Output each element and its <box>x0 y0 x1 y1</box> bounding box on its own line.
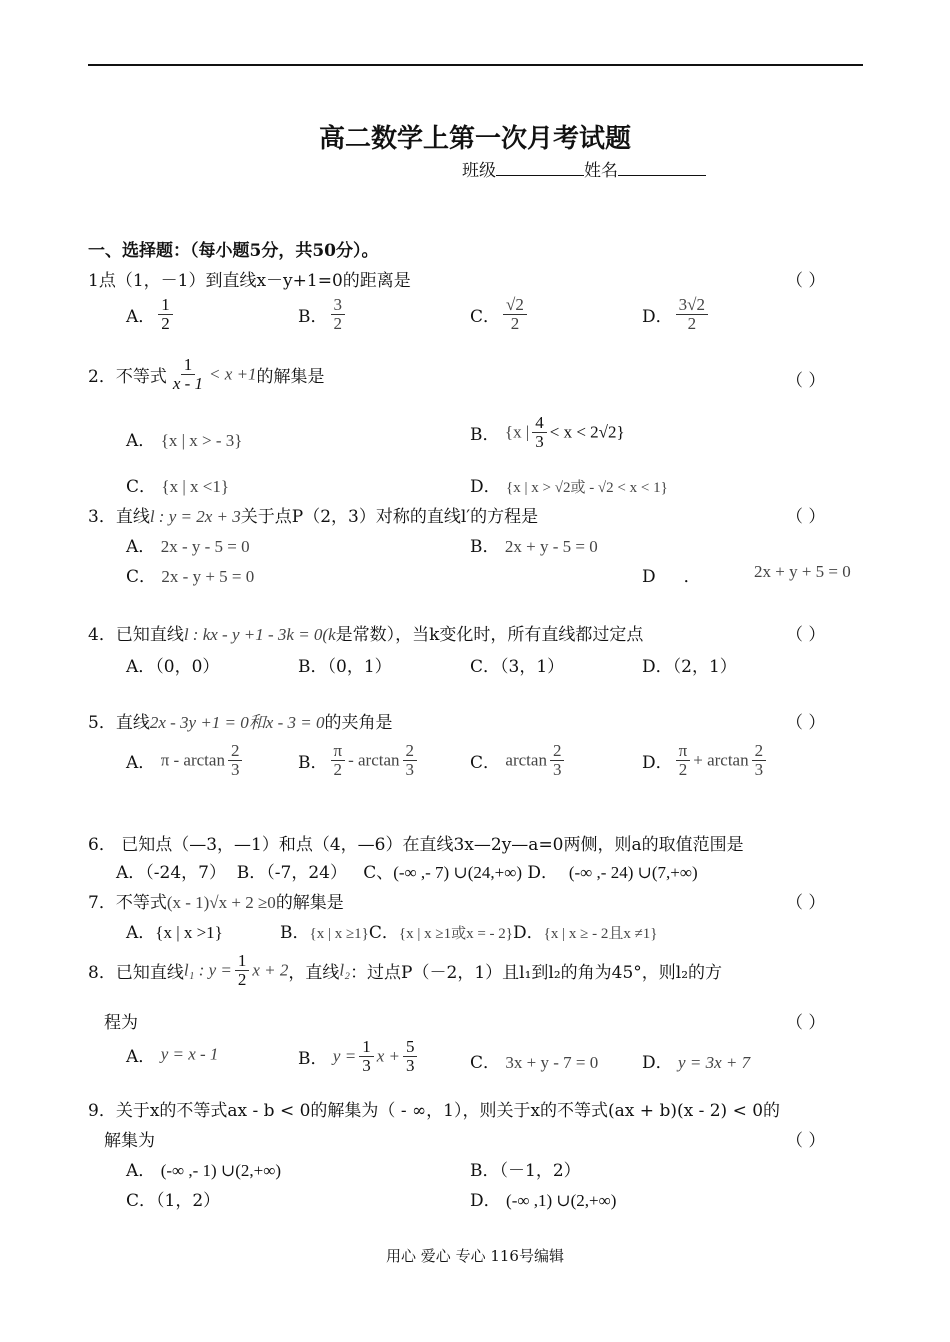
q6-option-a: A．（-24，7） <box>116 863 226 883</box>
q2-option-c: C． {x | x <1} <box>126 477 229 497</box>
q8-answer-paren: （ ） <box>786 1013 826 1033</box>
q8-stem-line2: 程为 <box>104 1013 138 1033</box>
q8-option-b: B． y = $\frac{1}{3}$ x + $\frac{5}{3}$ <box>298 1038 420 1075</box>
top-rule <box>88 64 863 66</box>
q1-answer-paren: （ ） <box>786 271 826 291</box>
class-blank[interactable] <box>496 161 584 176</box>
q9-stem-line2: 解集为 <box>104 1131 155 1151</box>
q2-answer-paren: （ ） <box>786 371 826 391</box>
q4-option-c: C．（3，1） <box>470 657 565 677</box>
q6-options: A．（-24，7） B．（-7，24） C、(-∞ ,- 7) ∪(24,+∞) D． (-∞ ,- 24) ∪(7,+∞) <box>116 863 698 883</box>
q5-option-a: A． π - arctan $\frac{2}{3}$ <box>126 742 245 779</box>
q4-option-b: B．（0，1） <box>298 657 392 677</box>
q7-stem: 7．不等式(x - 1)√x + 2 ≥0的解集是 <box>88 893 344 913</box>
q3-option-b: B． 2x + y - 5 = 0 <box>470 537 598 557</box>
q9-answer-paren: （ ） <box>786 1131 826 1151</box>
q9-stem: 9．关于x的不等式ax - b < 0的解集为（ - ∞，1），则关于x的不等式(ax + b)(x - 2) < 0的 <box>88 1101 781 1121</box>
q6-option-c: (-∞ ,- 7) ∪(24,+∞) <box>393 863 522 882</box>
q7-option-a: A．{x | x >1} <box>126 923 223 943</box>
q2-option-d: D． {x | x > √2或 - √2 < x < 1} <box>470 477 668 497</box>
q4-option-d: D．（2，1） <box>642 657 737 677</box>
q4-stem: 4．已知直线l : kx - y +1 - 3k = 0(k是常数），当k变化时，所有直线都过定点 <box>88 625 644 645</box>
q7-answer-paren: （ ） <box>786 893 826 913</box>
q6-option-d: (-∞ ,- 24) ∪(7,+∞) <box>568 863 698 882</box>
q9-option-d: D． (-∞ ,1) ∪(2,+∞) <box>470 1191 617 1211</box>
q5-option-b: B． $\frac{\pi}{2}$ - arctan $\frac{2}{3}$ <box>298 742 420 779</box>
q3-option-d-label: D ． <box>642 567 701 587</box>
q2-option-b: B． {x | $\frac{4}{3}$ < x < 2√2} <box>470 413 625 451</box>
q8-option-c: C． 3x + y - 7 = 0 <box>470 1053 599 1073</box>
q8-option-d: D． y = 3x + 7 <box>642 1053 751 1073</box>
q9-option-a: A． (-∞ ,- 1) ∪(2,+∞) <box>126 1161 281 1181</box>
q7-options-bcd: B．{x | x ≥1}C．{x | x ≥1或x = - 2}D．{x | x ≥ - 2且x ≠1} <box>280 923 658 943</box>
section-heading: 一、选择题：（每小题5分，共50分）。 <box>88 241 379 261</box>
q9-option-b: B．（－1，2） <box>470 1161 581 1181</box>
name-label: 姓名 <box>584 161 618 181</box>
q5-stem: 5．直线2x - 3y +1 = 0和x - 3 = 0的夹角是 <box>88 713 393 733</box>
q1-stem: 1点（1，－1）到直线x－y+1=0的距离是 <box>88 271 411 291</box>
q3-option-c: C． 2x - y + 5 = 0 <box>126 567 255 587</box>
class-label: 班级 <box>462 161 496 181</box>
name-blank[interactable] <box>618 161 706 176</box>
q5-answer-paren: （ ） <box>786 713 826 733</box>
q8-stem: 8．已知直线l₁ : y = $\frac{1}{2}$ x + 2，直线l₂：过点P（－2，1）且l₁到l₂的角为45°，则l₂的方 <box>88 951 723 989</box>
page-footer: 用心 爱心 专心 116号编辑 <box>386 1247 564 1265</box>
q2-option-a: A． {x | x > - 3} <box>126 431 243 451</box>
q6-stem: 6． 已知点（—3，—1）和点（4，—6）在直线3x—2y—a=0两侧，则a的取值范围是 <box>88 835 744 855</box>
q5-option-c: C． arctan $\frac{2}{3}$ <box>470 742 567 779</box>
q3-stem: 3．直线l : y = 2x + 3关于点P（2，3）对称的直线l′的方程是 <box>88 507 539 527</box>
student-info <box>462 156 706 181</box>
page-title: 高二数学上第一次月考试题 <box>318 124 631 154</box>
q3-answer-paren: （ ） <box>786 507 826 527</box>
q3-option-a: A． 2x - y - 5 = 0 <box>126 537 250 557</box>
q4-option-a: A．（0，0） <box>126 657 220 677</box>
q1-option-a: A． $\frac{1}{2}$ <box>126 296 176 333</box>
q1-option-d: D． $\frac{3√2}{2}$ <box>642 296 711 333</box>
q1-option-b: B． $\frac{3}{2}$ <box>298 296 348 333</box>
q6-option-b: B．（-7，24） <box>236 863 347 883</box>
q2-stem: 2．不等式 $\frac{1}{x - 1}$ < x +1的解集是 <box>88 355 325 393</box>
q1-option-c: C． $\frac{√2}{2}$ <box>470 296 530 333</box>
q8-option-a: A． y = x - 1 <box>126 1044 219 1067</box>
q4-answer-paren: （ ） <box>786 625 826 645</box>
q5-option-d: D． $\frac{\pi}{2}$ + arctan $\frac{2}{3}$ <box>642 742 769 779</box>
q3-option-d: 2x + y + 5 = 0 <box>754 562 851 581</box>
q9-option-c: C．（1，2） <box>126 1191 221 1211</box>
